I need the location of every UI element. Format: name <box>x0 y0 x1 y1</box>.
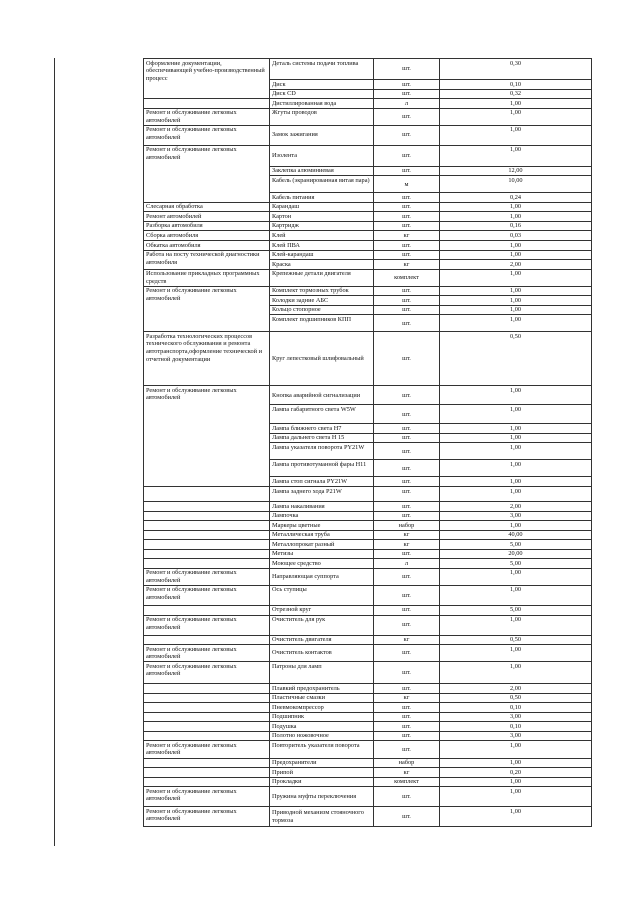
quantity-cell: 5,00 <box>440 605 592 615</box>
purpose-cell: Ремонт и обслуживание легковых автомобилей <box>144 741 270 758</box>
quantity-cell: 0,10 <box>440 722 592 732</box>
quantity-cell: 1,00 <box>440 433 592 443</box>
purpose-cell <box>144 530 270 540</box>
table-row <box>144 511 592 521</box>
table-row <box>144 662 592 684</box>
unit-cell: шт. <box>374 741 440 758</box>
unit-cell: шт. <box>374 662 440 684</box>
unit-cell: кг <box>374 540 440 550</box>
unit-cell: кг <box>374 260 440 270</box>
quantity-cell: 1,00 <box>440 145 592 166</box>
purpose-cell: Ремонт и обслуживание легковых автомобилей <box>144 568 270 585</box>
quantity-cell: 12,00 <box>440 166 592 176</box>
item-cell: Очиститель двигателя <box>270 635 374 645</box>
item-cell: Подушка <box>270 722 374 732</box>
table-row <box>144 530 592 540</box>
purpose-cell <box>144 684 270 694</box>
table-row <box>144 768 592 778</box>
quantity-cell: 1,00 <box>440 296 592 306</box>
quantity-cell: 1,00 <box>440 477 592 487</box>
item-cell: Приводной механизм стояночного тормоза <box>270 807 374 827</box>
unit-cell: шт. <box>374 585 440 605</box>
quantity-cell: 1,00 <box>440 405 592 424</box>
quantity-cell: 1,00 <box>440 386 592 405</box>
quantity-cell: 0,50 <box>440 693 592 703</box>
table-row <box>144 684 592 694</box>
quantity-cell: 40,00 <box>440 530 592 540</box>
item-cell: Моющее средство <box>270 559 374 569</box>
unit-cell: набор <box>374 521 440 531</box>
item-cell: Очиститель для рук <box>270 615 374 635</box>
purpose-cell: Разборка автомобиля <box>144 221 270 231</box>
quantity-cell: 1,00 <box>440 250 592 260</box>
unit-cell: шт. <box>374 605 440 615</box>
item-cell: Жгуты проводов <box>270 108 374 125</box>
unit-cell: шт. <box>374 787 440 807</box>
purpose-cell: Ремонт и обслуживание легковых автомобилей <box>144 615 270 635</box>
purpose-cell <box>144 521 270 531</box>
unit-cell: шт. <box>374 193 440 203</box>
quantity-cell: 1,00 <box>440 777 592 787</box>
table-row <box>144 585 592 605</box>
quantity-cell: 0,24 <box>440 193 592 203</box>
quantity-cell: 20,00 <box>440 549 592 559</box>
quantity-cell: 1,00 <box>440 202 592 212</box>
unit-cell: шт. <box>374 221 440 231</box>
table-row <box>144 286 592 296</box>
quantity-cell: 1,00 <box>440 125 592 145</box>
purpose-cell <box>144 99 270 109</box>
table-row <box>144 59 592 80</box>
unit-cell: набор <box>374 758 440 768</box>
item-cell: Клей ПВА <box>270 241 374 251</box>
table-row <box>144 145 592 166</box>
unit-cell: шт. <box>374 807 440 827</box>
unit-cell: шт. <box>374 241 440 251</box>
item-cell: Лампа ближнего света H7 <box>270 424 374 434</box>
unit-cell: шт. <box>374 731 440 741</box>
quantity-cell: 1,00 <box>440 807 592 827</box>
unit-cell: шт. <box>374 703 440 713</box>
table-row <box>144 269 592 286</box>
quantity-cell: 1,00 <box>440 645 592 662</box>
purpose-cell: Использование прикладных программных средств <box>144 269 270 286</box>
item-cell: Полотно ножовочное <box>270 731 374 741</box>
unit-cell: шт. <box>374 305 440 315</box>
quantity-cell: 2,00 <box>440 260 592 270</box>
unit-cell: шт. <box>374 315 440 332</box>
purpose-cell <box>144 768 270 778</box>
quantity-cell: 1,00 <box>440 758 592 768</box>
table-row <box>144 540 592 550</box>
quantity-cell: 1,00 <box>440 305 592 315</box>
quantity-cell: 1,00 <box>440 315 592 332</box>
purpose-cell: Ремонт и обслуживание легковых автомобилей <box>144 662 270 684</box>
item-cell: Диск <box>270 80 374 90</box>
unit-cell: шт. <box>374 645 440 662</box>
item-cell: Лампочка <box>270 511 374 521</box>
unit-cell: шт. <box>374 202 440 212</box>
unit-cell: шт. <box>374 433 440 443</box>
left-margin-line <box>54 58 55 846</box>
table-row <box>144 787 592 807</box>
table-row <box>144 712 592 722</box>
purpose-cell <box>144 703 270 713</box>
purpose-cell: Разработка технологических процессов технического обслуживания и ремонта автотранспорта,оформление технической и отчетной документации <box>144 332 270 386</box>
item-cell: Очиститель контактов <box>270 645 374 662</box>
quantity-cell: 0,03 <box>440 231 592 241</box>
table-row <box>144 807 592 827</box>
quantity-cell: 0,32 <box>440 89 592 99</box>
unit-cell: шт. <box>374 477 440 487</box>
unit-cell: шт. <box>374 59 440 80</box>
item-cell: Комплект подшипников КПП <box>270 315 374 332</box>
unit-cell: шт. <box>374 722 440 732</box>
unit-cell: шт. <box>374 296 440 306</box>
unit-cell: шт. <box>374 386 440 405</box>
purpose-cell: Ремонт и обслуживание легковых автомобилей <box>144 125 270 145</box>
quantity-cell: 1,00 <box>440 99 592 109</box>
quantity-cell: 0,50 <box>440 635 592 645</box>
table-row <box>144 568 592 585</box>
purpose-cell: Ремонт и обслуживание легковых автомобилей <box>144 108 270 125</box>
quantity-cell: 0,10 <box>440 703 592 713</box>
unit-cell: шт. <box>374 487 440 502</box>
quantity-cell: 1,00 <box>440 424 592 434</box>
unit-cell: шт. <box>374 212 440 222</box>
unit-cell: шт. <box>374 166 440 176</box>
item-cell: Комплект тормозных трубок <box>270 286 374 296</box>
item-cell: Диск CD <box>270 89 374 99</box>
purpose-cell <box>144 635 270 645</box>
quantity-cell: 1,00 <box>440 487 592 502</box>
unit-cell: шт. <box>374 511 440 521</box>
unit-cell: шт. <box>374 286 440 296</box>
unit-cell: шт. <box>374 89 440 99</box>
materials-table <box>143 58 592 827</box>
item-cell: Подшипник <box>270 712 374 722</box>
item-cell: Маркеры цветные <box>270 521 374 531</box>
quantity-cell: 1,00 <box>440 212 592 222</box>
item-cell: Лампа противотуманной фары H11 <box>270 460 374 477</box>
purpose-cell <box>144 758 270 768</box>
unit-cell: кг <box>374 693 440 703</box>
unit-cell: кг <box>374 530 440 540</box>
item-cell: Кабель (экранированная витая пара) <box>270 176 374 193</box>
item-cell: Пластичные смазки <box>270 693 374 703</box>
purpose-cell <box>144 712 270 722</box>
unit-cell: шт. <box>374 145 440 166</box>
purpose-cell: Ремонт и обслуживание легковых автомобилей <box>144 807 270 827</box>
quantity-cell: 1,00 <box>440 585 592 605</box>
unit-cell: шт. <box>374 615 440 635</box>
unit-cell: шт. <box>374 405 440 424</box>
item-cell: Деталь системы подачи топлива <box>270 59 374 80</box>
purpose-cell: Ремонт и обслуживание легковых автомобилей <box>144 645 270 662</box>
table-row <box>144 559 592 569</box>
quantity-cell: 3,00 <box>440 731 592 741</box>
item-cell: Лампа габаритного света W5W <box>270 405 374 424</box>
item-cell: Повторитель указателя поворота <box>270 741 374 758</box>
unit-cell: шт. <box>374 250 440 260</box>
purpose-cell: Сборка автомобиля <box>144 231 270 241</box>
purpose-cell: Ремонт и обслуживание легковых автомобилей <box>144 787 270 807</box>
item-cell: Отрезной круг <box>270 605 374 615</box>
item-cell: Заклепка алюминиевая <box>270 166 374 176</box>
purpose-cell <box>144 511 270 521</box>
table-row <box>144 212 592 222</box>
quantity-cell: 1,00 <box>440 460 592 477</box>
quantity-cell: 0,50 <box>440 332 592 386</box>
quantity-cell: 1,00 <box>440 741 592 758</box>
quantity-cell: 1,00 <box>440 443 592 460</box>
quantity-cell: 2,00 <box>440 502 592 512</box>
table-row <box>144 722 592 732</box>
table-row <box>144 125 592 145</box>
table-row <box>144 645 592 662</box>
quantity-cell: 5,00 <box>440 559 592 569</box>
table-row <box>144 635 592 645</box>
item-cell: Лампа заднего хода P21W <box>270 487 374 502</box>
item-cell: Лампа накаливания <box>270 502 374 512</box>
unit-cell: м <box>374 176 440 193</box>
purpose-cell: Ремонт и обслуживание легковых автомобилей <box>144 386 270 487</box>
item-cell: Лампа стоп сигнала PY21W <box>270 477 374 487</box>
unit-cell: шт. <box>374 568 440 585</box>
table-row <box>144 250 592 260</box>
item-cell: Замок зажигания <box>270 125 374 145</box>
unit-cell: кг <box>374 635 440 645</box>
table-row <box>144 549 592 559</box>
purpose-cell <box>144 731 270 741</box>
table-row <box>144 741 592 758</box>
item-cell: Картридж <box>270 221 374 231</box>
unit-cell: шт. <box>374 684 440 694</box>
item-cell: Пневмокомпрессор <box>270 703 374 713</box>
quantity-cell: 2,00 <box>440 684 592 694</box>
unit-cell: л <box>374 559 440 569</box>
item-cell: Ось ступицы <box>270 585 374 605</box>
unit-cell: комплект <box>374 269 440 286</box>
purpose-cell <box>144 559 270 569</box>
table-row <box>144 703 592 713</box>
materials-table-body <box>144 59 592 827</box>
unit-cell: кг <box>374 231 440 241</box>
table-row <box>144 332 592 386</box>
unit-cell: кг <box>374 768 440 778</box>
quantity-cell: 1,00 <box>440 521 592 531</box>
item-cell: Предохранители <box>270 758 374 768</box>
table-row <box>144 202 592 212</box>
item-cell: Кольцо стопорное <box>270 305 374 315</box>
unit-cell: шт. <box>374 80 440 90</box>
quantity-cell: 1,00 <box>440 269 592 286</box>
quantity-cell: 1,00 <box>440 787 592 807</box>
table-row <box>144 108 592 125</box>
purpose-cell: Ремонт автомобилей <box>144 212 270 222</box>
item-cell: Метизы <box>270 549 374 559</box>
unit-cell: шт. <box>374 443 440 460</box>
table-row <box>144 231 592 241</box>
unit-cell: шт. <box>374 424 440 434</box>
unit-cell: л <box>374 99 440 109</box>
purpose-cell <box>144 777 270 787</box>
item-cell: Металлопрокат разный <box>270 540 374 550</box>
item-cell: Краска <box>270 260 374 270</box>
unit-cell: шт. <box>374 108 440 125</box>
quantity-cell: 0,16 <box>440 221 592 231</box>
purpose-cell <box>144 605 270 615</box>
item-cell: Плавкий предохранитель <box>270 684 374 694</box>
table-row <box>144 502 592 512</box>
item-cell: Крепежные детали двигателя <box>270 269 374 286</box>
purpose-cell: Оформление документации, обеспечивающей учебно-производственный процесс <box>144 59 270 99</box>
unit-cell: шт. <box>374 332 440 386</box>
quantity-cell: 3,00 <box>440 712 592 722</box>
purpose-cell: Слесарная обработка <box>144 202 270 212</box>
quantity-cell: 0,30 <box>440 59 592 80</box>
purpose-cell <box>144 540 270 550</box>
unit-cell: комплект <box>374 777 440 787</box>
unit-cell: шт. <box>374 125 440 145</box>
quantity-cell: 1,00 <box>440 615 592 635</box>
purpose-cell: Обкатка автомобиля <box>144 241 270 251</box>
item-cell: Изолента <box>270 145 374 166</box>
quantity-cell: 10,00 <box>440 176 592 193</box>
table-row <box>144 241 592 251</box>
unit-cell: шт. <box>374 712 440 722</box>
unit-cell: шт. <box>374 502 440 512</box>
purpose-cell <box>144 549 270 559</box>
purpose-cell <box>144 487 270 502</box>
table-row <box>144 615 592 635</box>
purpose-cell <box>144 693 270 703</box>
quantity-cell: 0,10 <box>440 80 592 90</box>
item-cell: Кабель питания <box>270 193 374 203</box>
item-cell: Пружина муфты переключения <box>270 787 374 807</box>
table-row <box>144 605 592 615</box>
quantity-cell: 0,20 <box>440 768 592 778</box>
item-cell: Лампа дальнего света H 15 <box>270 433 374 443</box>
item-cell: Патроны для ламп <box>270 662 374 684</box>
table-row <box>144 221 592 231</box>
purpose-cell: Ремонт и обслуживание легковых автомобилей <box>144 145 270 202</box>
quantity-cell: 5,00 <box>440 540 592 550</box>
item-cell: Направляющая суппорта <box>270 568 374 585</box>
quantity-cell: 1,00 <box>440 286 592 296</box>
item-cell: Кнопка аварийной сигнализации <box>270 386 374 405</box>
quantity-cell: 1,00 <box>440 241 592 251</box>
quantity-cell: 3,00 <box>440 511 592 521</box>
item-cell: Прокладки <box>270 777 374 787</box>
quantity-cell: 1,00 <box>440 662 592 684</box>
quantity-cell: 1,00 <box>440 108 592 125</box>
table-row <box>144 99 592 109</box>
item-cell: Металлическая труба <box>270 530 374 540</box>
item-cell: Клей-карандаш <box>270 250 374 260</box>
item-cell: Клей <box>270 231 374 241</box>
quantity-cell: 1,00 <box>440 568 592 585</box>
table-row <box>144 731 592 741</box>
unit-cell: шт. <box>374 460 440 477</box>
item-cell: Круг лепестковый шлифовальный <box>270 332 374 386</box>
table-row <box>144 521 592 531</box>
purpose-cell: Работа на посту технической диагностики автомобиля <box>144 250 270 269</box>
table-row <box>144 386 592 405</box>
table-row <box>144 693 592 703</box>
item-cell: Припой <box>270 768 374 778</box>
purpose-cell: Ремонт и обслуживание легковых автомобилей <box>144 286 270 332</box>
purpose-cell <box>144 722 270 732</box>
item-cell: Дистиллированная вода <box>270 99 374 109</box>
item-cell: Карандаш <box>270 202 374 212</box>
table-row <box>144 777 592 787</box>
unit-cell: шт. <box>374 549 440 559</box>
item-cell: Колодки задние АБС <box>270 296 374 306</box>
item-cell: Картон <box>270 212 374 222</box>
table-row <box>144 487 592 502</box>
item-cell: Лампа указателя поворота PY21W <box>270 443 374 460</box>
purpose-cell <box>144 502 270 512</box>
purpose-cell: Ремонт и обслуживание легковых автомобилей <box>144 585 270 605</box>
table-row <box>144 758 592 768</box>
